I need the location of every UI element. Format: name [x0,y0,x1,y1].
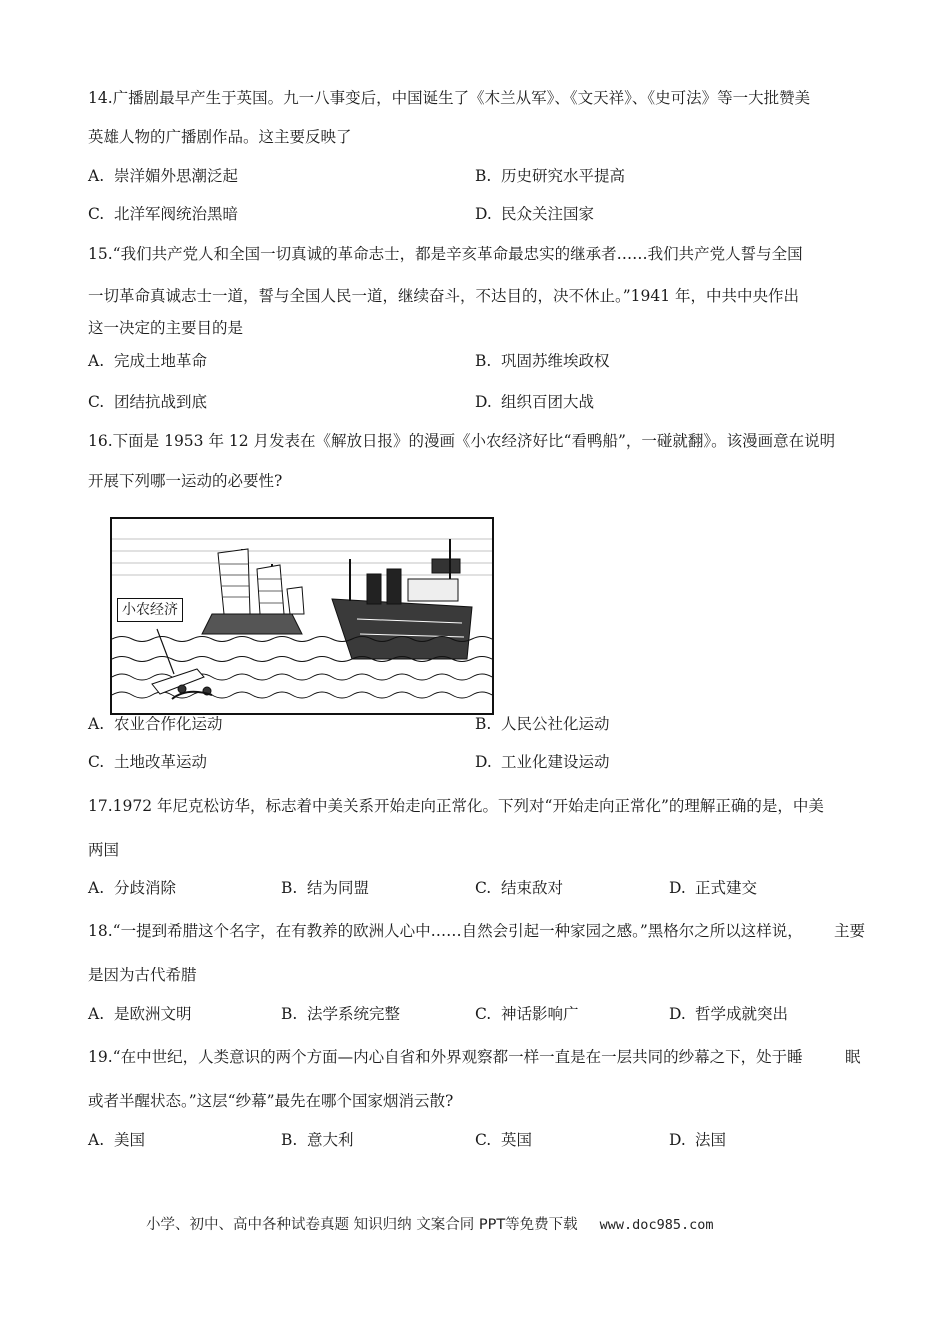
q19-option-d[interactable]: D. 法国 [669,1131,727,1149]
q18-option-c[interactable]: C. 神话影响广 [475,1005,579,1023]
q18-option-d[interactable]: D. 哲学成就突出 [669,1005,789,1023]
q15-option-b[interactable]: B. 巩固苏维埃政权 [475,352,610,370]
q18-stem-line1: 18.“一提到希腊这个名字，在有教养的欧洲人心中……自然会引起一种家园之感。”黑格尔之所以这样说， [88,922,803,940]
q16-option-d[interactable]: D. 工业化建设运动 [475,753,610,771]
q19-option-b[interactable]: B. 意大利 [281,1131,354,1149]
q18-stem-line1-tail: 主要 [834,922,866,940]
q18-stem-line2: 是因为古代希腊 [88,966,197,984]
q15-stem-line2: 一切革命真诚志士一道，誓与全国人民一道，继续奋斗，不达目的，决不休止。”1941 年，中共中央作出 [88,287,800,305]
cartoon-label: 小农经济 [117,598,183,622]
q19-stem-line1-tail: 眠 [845,1048,861,1066]
q14-stem-line2: 英雄人物的广播剧作品。这主要反映了 [88,128,352,146]
q15-option-a[interactable]: A. 完成土地革命 [88,352,208,370]
q17-option-d[interactable]: D. 正式建交 [669,879,758,897]
q16-stem-line2: 开展下列哪一运动的必要性? [88,472,283,490]
q18-option-a[interactable]: A. 是欧洲文明 [88,1005,192,1023]
q19-stem-line2: 或者半醒状态。”这层“纱幕”最先在哪个国家烟消云散? [88,1092,454,1110]
q18-option-b[interactable]: B. 法学系统完整 [281,1005,401,1023]
junk-boat [202,549,304,634]
q16-option-a[interactable]: A. 农业合作化运动 [88,715,223,733]
q15-option-c[interactable]: C. 团结抗战到底 [88,393,208,411]
q19-option-a[interactable]: A. 美国 [88,1131,146,1149]
q16-option-b[interactable]: B. 人民公社化运动 [475,715,610,733]
q14-option-a[interactable]: A. 崇洋媚外思潮泛起 [88,167,239,185]
q14-option-b[interactable]: B. 历史研究水平提高 [475,167,626,185]
steamship [332,539,472,659]
footer-url-link[interactable]: www.doc985.com [599,1217,714,1233]
q15-option-d[interactable]: D. 组织百团大战 [475,393,595,411]
q17-option-b[interactable]: B. 结为同盟 [281,879,370,897]
q14-option-d[interactable]: D. 民众关注国家 [475,205,595,223]
page-footer [146,1213,713,1234]
q19-stem-line1: 19.“在中世纪，人类意识的两个方面—内心自省和外界观察都一样一直是在一层共同的纱幕之下，处于睡 [88,1048,803,1066]
q17-stem-line2: 两国 [88,841,120,859]
q15-stem-line3: 这一决定的主要目的是 [88,319,244,337]
q17-stem-line1: 17.1972 年尼克松访华，标志着中美关系开始走向正常化。下列对“开始走向正常化”的理解正确的是，中美 [88,797,824,815]
q15-stem-line1: 15.“我们共产党人和全国一切真诚的革命志士，都是辛亥革命最忠实的继承者……我们共产党人誓与全国 [88,245,803,263]
q16-stem-line1: 16.下面是 1953 年 12 月发表在《解放日报》的漫画《小农经济好比“看鸭船”，一碰就翻》。该漫画意在说明 [88,432,836,450]
capsized-boat [152,669,212,699]
q14-stem-line1: 14.广播剧最早产生于英国。九一八事变后，中国诞生了《木兰从军》、《文天祥》、《史可法》等一大批赞美 [88,89,811,107]
cartoon-image [110,517,494,715]
q14-option-c[interactable]: C. 北洋军阀统治黑暗 [88,205,239,223]
q19-option-c[interactable]: C. 英国 [475,1131,533,1149]
footer-text: 小学、初中、高中各种试卷真题 知识归纳 文案合同 PPT等免费下载 [146,1217,578,1233]
q17-option-a[interactable]: A. 分歧消除 [88,879,177,897]
q16-option-c[interactable]: C. 土地改革运动 [88,753,208,771]
q17-option-c[interactable]: C. 结束敌对 [475,879,564,897]
